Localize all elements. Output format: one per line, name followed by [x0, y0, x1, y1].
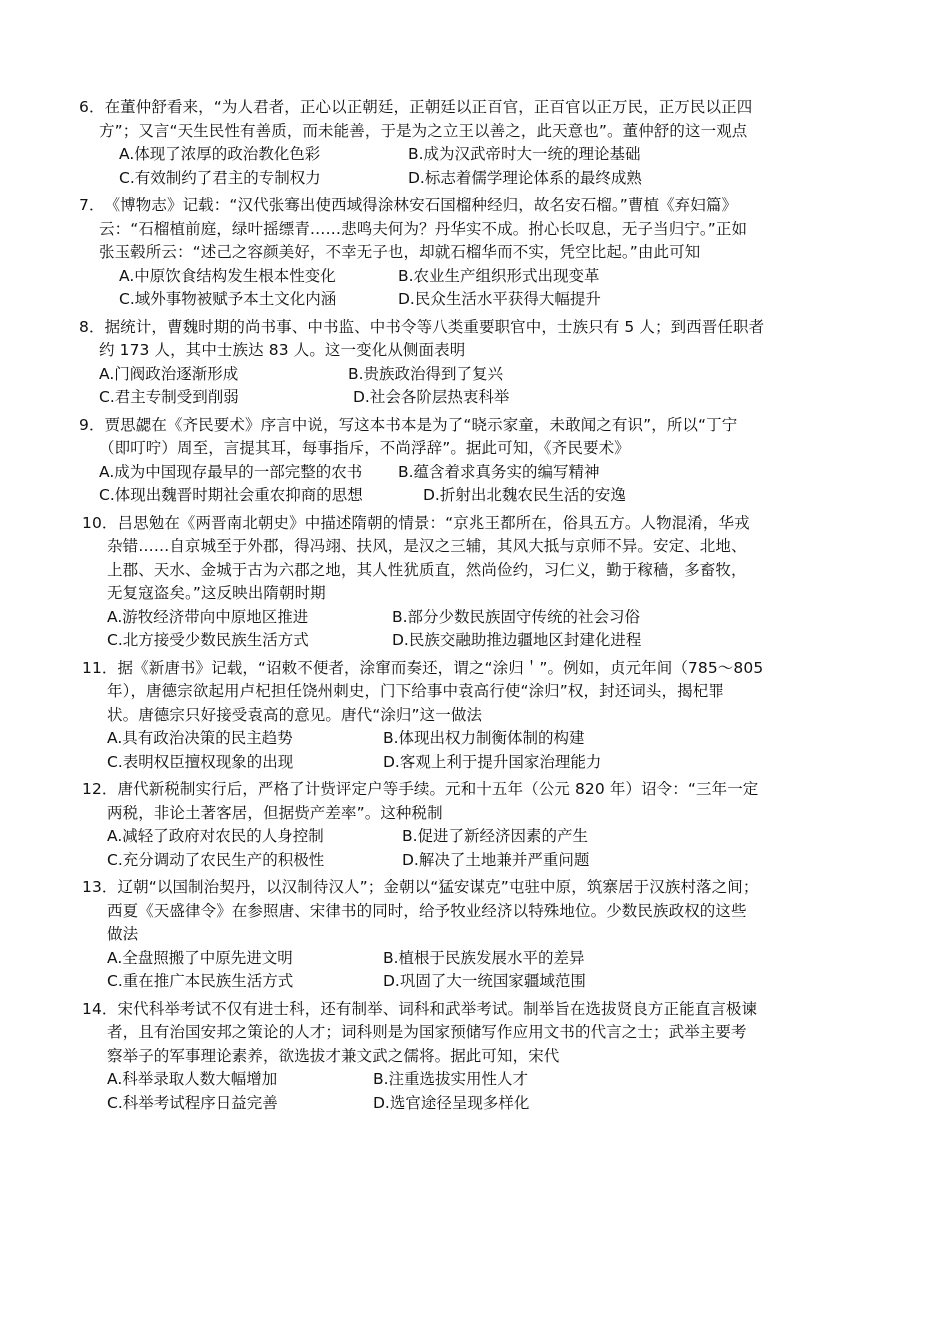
- option-d[interactable]: D.选官途径呈现多样化: [373, 1093, 530, 1112]
- question-number: 6．: [79, 98, 105, 116]
- option-d[interactable]: D.巩固了大一统国家疆域范围: [383, 972, 586, 990]
- options: [82, 727, 950, 774]
- option-c[interactable]: C.北方接受少数民族生活方式: [107, 631, 309, 649]
- option-a[interactable]: A.中原饮食结构发生根本性变化: [119, 266, 336, 285]
- question-number: 8．: [79, 317, 105, 336]
- question-number: 11．: [82, 658, 118, 677]
- option-d[interactable]: D.解决了土地兼并严重问题: [402, 850, 590, 869]
- question-14: [82, 998, 950, 1116]
- option-c[interactable]: C.重在推广本民族生活方式: [107, 972, 294, 990]
- question-10: [82, 512, 950, 653]
- options: [79, 143, 950, 190]
- option-d[interactable]: D.民族交融助推边疆地区封建化进程: [392, 631, 642, 649]
- option-b[interactable]: B.贵族政治得到了复兴: [348, 364, 504, 383]
- option-a[interactable]: A.科举录取人数大幅增加: [107, 1070, 278, 1088]
- option-a[interactable]: A.门阀政治逐渐形成: [99, 364, 239, 383]
- option-b[interactable]: B.体现出权力制衡体制的构建: [383, 729, 585, 747]
- question-8: [79, 316, 950, 410]
- option-c[interactable]: C.表明权臣擅权现象的出现: [107, 752, 294, 771]
- option-d[interactable]: D.标志着儒学理论体系的最终成熟: [408, 168, 642, 187]
- options: [82, 947, 950, 994]
- option-a[interactable]: A.全盘照搬了中原先进文明: [107, 948, 293, 967]
- question-stem: 11．据《新唐书》记载，“诏敕不便者，涂窜而奏还，谓之“涂归＇”。例如，贞元年间（785～805 年），唐德宗欲起用卢杞担任饶州刺史，门下给事中袁高行使“涂归”权，封还词头，揭杞罪 状。唐德宗只好接受袁高的意见。唐代“涂归”这一做法: [82, 658, 764, 724]
- question-number: 7．: [79, 196, 105, 214]
- option-b[interactable]: B.促进了新经济因素的产生: [402, 827, 589, 845]
- question-stem: 13．辽朝“以国制治契丹，以汉制待汉人”；金朝以“猛安谋克”屯驻中原，筑寨居于汉族村落之间； 西夏《天盛律令》在参照唐、宋律书的同时，给予牧业经济以特殊地位。少数民族政权的这些 做法: [82, 878, 759, 943]
- option-a[interactable]: A.成为中国现存最早的一部完整的农书: [99, 462, 363, 481]
- question-stem: 6．在董仲舒看来，“为人君者，正心以正朝廷，正朝廷以正百官，正百官以正万民，正万民以正四 方”；又言“天生民性有善质，而未能善，于是为之立王以善之，此天意也”。董仲舒的这一观点: [79, 98, 753, 140]
- question-number: 9．: [79, 415, 105, 434]
- option-b[interactable]: B.部分少数民族固守传统的社会习俗: [392, 607, 641, 626]
- question-11: [82, 657, 950, 775]
- option-a[interactable]: A.减轻了政府对农民的人身控制: [107, 827, 324, 845]
- option-b[interactable]: B.蕴含着求真务实的编写精神: [398, 462, 600, 481]
- option-b[interactable]: B.注重选拔实用性人才: [373, 1070, 529, 1088]
- question-number: 13．: [82, 878, 118, 896]
- question-number: 10．: [82, 513, 118, 532]
- question-number: 14．: [82, 999, 118, 1018]
- option-a[interactable]: A.具有政治决策的民主趋势: [107, 729, 293, 747]
- question-stem: 8．据统计，曹魏时期的尚书事、中书监、中书令等八类重要职官中，士族只有 5 人；到西晋任职者 约 173 人，其中士族达 83 人。这一变化从侧面表明: [79, 317, 765, 359]
- options: [82, 1068, 950, 1115]
- options: [79, 461, 950, 508]
- question-stem: 10．吕思勉在《两晋南北朝史》中描述隋朝的情景：“京兆王都所在，俗具五方。人物混淆，华戎 杂错……自京城至于外郡，得冯翊、扶风，是汉之三辅，其风大抵与京师不异。安定、北地、 上郡、天水、金城于古为六郡之地，其人性犹质直，然尚俭约，习仁义，勤于稼穑，多畜牧， 无复寇盗矣。”这反映出隋朝时期: [82, 513, 750, 602]
- option-b[interactable]: B.农业生产组织形式出现变革: [398, 266, 600, 285]
- option-c[interactable]: C.体现出魏晋时期社会重农抑商的思想: [99, 486, 363, 504]
- option-c[interactable]: C.君主专制受到削弱: [99, 388, 239, 406]
- option-c[interactable]: C.域外事物被赋予本土文化内涵: [119, 290, 337, 308]
- options: [79, 363, 950, 410]
- options: [79, 265, 950, 312]
- exam-page: [0, 96, 950, 1119]
- option-d[interactable]: D.折射出北魏农民生活的安逸: [423, 486, 626, 504]
- option-b[interactable]: B.成为汉武帝时大一统的理论基础: [408, 145, 641, 163]
- option-c[interactable]: C.有效制约了君主的专制权力: [119, 168, 321, 187]
- option-b[interactable]: B.植根于民族发展水平的差异: [383, 948, 585, 967]
- option-c[interactable]: C.充分调动了农民生产的积极性: [107, 850, 325, 869]
- question-number: 12．: [82, 780, 118, 798]
- question-stem: 7．《博物志》记载：“汉代张骞出使西域得涂林安石国榴种经归，故名安石榴。”曹植《弃妇篇》 云：“石榴植前庭，绿叶摇缥青……悲鸣夫何为？丹华实不成。拊心长叹息，无子当归宁。”正如 张玉毂所云：“述己之容颜美好，不幸无子也，却就石榴华而不实，凭空比起。”由此可知: [79, 196, 748, 261]
- option-a[interactable]: A.游牧经济带向中原地区推进: [107, 607, 309, 626]
- question-stem: 12．唐代新税制实行后，严格了计赀评定户等手续。元和十五年（公元 820 年）诏令：“三年一定 两税，非论土著客居，但据赀产差率”。这种税制: [82, 780, 759, 822]
- question-13: [82, 876, 950, 994]
- question-stem: 9．贾思勰在《齐民要术》序言中说，写这本书本是为了“晓示家童，未敢闻之有识”，所以“丁宁 （即叮咛）周至，言提其耳，每事指斥，不尚浮辞”。据此可知，《齐民要术》: [79, 415, 738, 457]
- option-d[interactable]: D.社会各阶层热衷科举: [353, 388, 510, 406]
- option-d[interactable]: D.客观上利于提升国家治理能力: [383, 752, 602, 771]
- options: [82, 825, 950, 872]
- question-7: [79, 194, 950, 312]
- question-stem: 14．宋代科举考试不仅有进士科，还有制举、词科和武举考试。制举旨在选拔贤良方正能直言极谏 者，且有治国安邦之策论的人才；词科则是为国家预储写作应用文书的代言之士；武举主要考 察举子的军事理论素养，欲选拔才兼文武之儒将。据此可知，宋代: [82, 999, 758, 1065]
- question-12: [82, 778, 950, 872]
- option-a[interactable]: A.体现了浓厚的政治教化色彩: [119, 145, 321, 163]
- question-6: [79, 96, 950, 190]
- option-c[interactable]: C.科举考试程序日益完善: [107, 1093, 278, 1112]
- options: [82, 606, 950, 653]
- question-9: [79, 414, 950, 508]
- option-d[interactable]: D.民众生活水平获得大幅提升: [398, 290, 601, 308]
